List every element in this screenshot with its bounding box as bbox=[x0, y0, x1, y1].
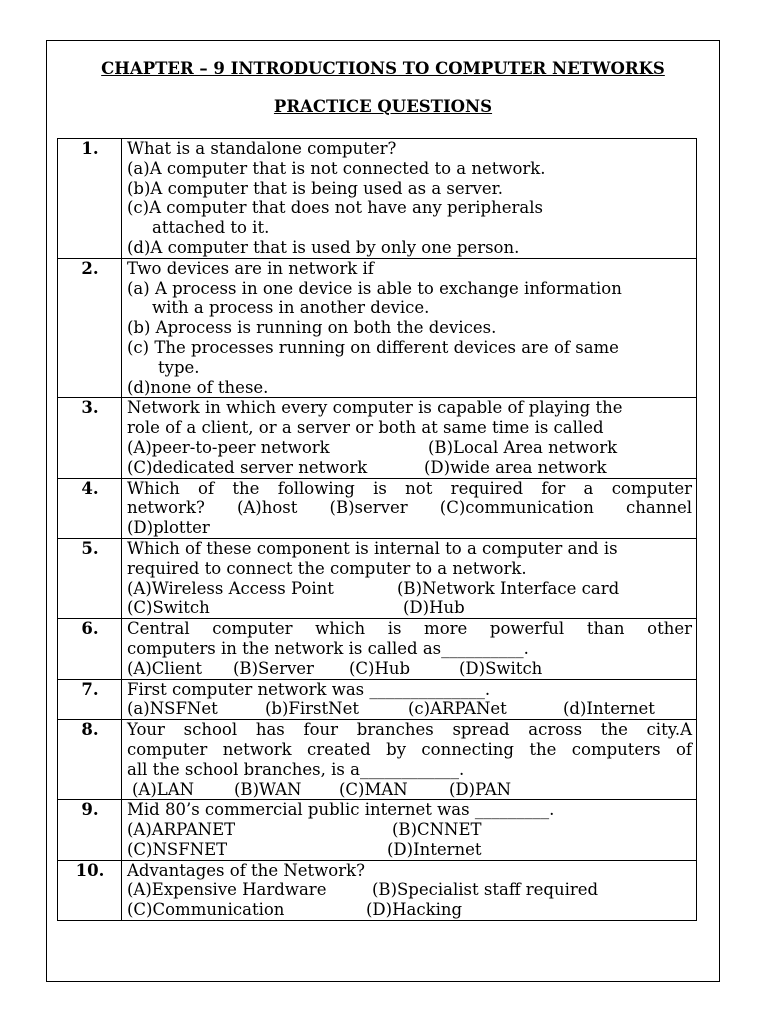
option-c: (c) The processes running on different devices are of same bbox=[127, 337, 619, 357]
question-row bbox=[58, 538, 697, 618]
option-c-continued: type. bbox=[158, 357, 200, 377]
options-row bbox=[127, 458, 692, 478]
option-a: (A)Wireless Access Point bbox=[127, 578, 334, 598]
options-row bbox=[127, 598, 692, 618]
question-number: 6. bbox=[58, 619, 122, 679]
options-row bbox=[127, 699, 692, 719]
question-text: Your school has four branches spread across the city.A bbox=[127, 720, 692, 740]
option-b: (B)WAN bbox=[234, 779, 302, 799]
options-row bbox=[127, 780, 692, 800]
question-body bbox=[122, 258, 697, 398]
option-c-continued: attached to it. bbox=[152, 218, 270, 238]
question-row bbox=[58, 619, 697, 679]
question-text: Which of these component is internal to a computer and is bbox=[127, 538, 618, 558]
chapter-title: CHAPTER – 9 INTRODUCTIONS TO COMPUTER NETWORKS bbox=[101, 59, 665, 78]
question-body bbox=[122, 139, 697, 259]
question-row bbox=[58, 860, 697, 920]
question-text: computer network created by connecting the computers of bbox=[127, 739, 692, 759]
option-a: (A)LAN bbox=[132, 779, 195, 799]
question-number: 9. bbox=[58, 800, 122, 860]
question-row bbox=[58, 139, 697, 259]
option-c: (C)dedicated server network bbox=[127, 457, 368, 477]
question-body bbox=[122, 860, 697, 920]
question-body bbox=[122, 800, 697, 860]
option-b: (B)Specialist staff required bbox=[372, 880, 599, 900]
question-number: 5. bbox=[58, 538, 122, 618]
question-text: What is a standalone computer? bbox=[127, 139, 397, 158]
option-d: (D)Internet bbox=[387, 839, 482, 859]
question-row bbox=[58, 800, 697, 860]
question-number: 1. bbox=[58, 139, 122, 259]
option-c: (C)MAN bbox=[339, 779, 408, 799]
question-text: network? (A)host (B)server (C)communication channel bbox=[127, 498, 692, 518]
question-text: Central computer which is more powerful than other bbox=[127, 619, 692, 639]
option-b: (B)CNNET bbox=[392, 820, 482, 840]
question-text: First computer network was ______________. bbox=[127, 679, 491, 699]
option-b: (b) Aprocess is running on both the devices. bbox=[127, 318, 497, 338]
question-number: 10. bbox=[58, 860, 122, 920]
options-row bbox=[127, 579, 692, 599]
question-text: Two devices are in network if bbox=[127, 258, 374, 278]
question-row bbox=[58, 258, 697, 398]
question-body bbox=[122, 619, 697, 679]
option-a: (a)A computer that is not connected to a network. bbox=[127, 158, 546, 178]
question-text: Mid 80’s commercial public internet was _________. bbox=[127, 800, 555, 820]
question-body bbox=[122, 478, 697, 538]
option-d: (D)Switch bbox=[459, 658, 543, 678]
options-row bbox=[127, 900, 692, 920]
option-a: (A)Expensive Hardware bbox=[127, 880, 327, 900]
question-row bbox=[58, 398, 697, 478]
question-number: 7. bbox=[58, 679, 122, 720]
option-b: (b)FirstNet bbox=[265, 699, 359, 719]
question-text: Which of the following is not required for a computer bbox=[127, 478, 692, 498]
question-text: role of a client, or a server or both at same time is called bbox=[127, 418, 604, 438]
option-d: (D)wide area network bbox=[424, 457, 607, 477]
option-d: (D)PAN bbox=[449, 779, 512, 799]
question-number: 2. bbox=[58, 258, 122, 398]
question-row bbox=[58, 720, 697, 800]
section-title: PRACTICE QUESTIONS bbox=[273, 97, 493, 116]
question-text: (D)plotter bbox=[127, 518, 210, 538]
option-d: (D)Hacking bbox=[366, 900, 463, 920]
option-b: (B)Local Area network bbox=[428, 437, 618, 457]
option-c: (C)Switch bbox=[127, 598, 210, 618]
option-a: (A)ARPANET bbox=[127, 820, 236, 840]
question-body bbox=[122, 720, 697, 800]
option-a: (a) A process in one device is able to exchange information bbox=[127, 278, 622, 298]
question-row bbox=[58, 679, 697, 720]
option-b: (B)Network Interface card bbox=[397, 578, 620, 598]
option-d: (d)A computer that is used by only one person. bbox=[127, 237, 520, 257]
option-a: (A)peer-to-peer network bbox=[127, 437, 330, 457]
option-c: (C)NSFNET bbox=[127, 839, 228, 859]
option-d: (d)none of these. bbox=[127, 377, 269, 397]
option-a: (a)NSFNet bbox=[127, 699, 218, 719]
question-text: all the school branches, is a____________. bbox=[127, 759, 465, 779]
option-b: (B)Server bbox=[233, 658, 314, 678]
option-c: (c)A computer that does not have any peripherals bbox=[127, 198, 543, 218]
option-c: (C)Hub bbox=[349, 658, 411, 678]
question-text: Network in which every computer is capable of playing the bbox=[127, 398, 623, 418]
question-text: required to connect the computer to a network. bbox=[127, 558, 527, 578]
option-a-continued: with a process in another device. bbox=[152, 298, 430, 318]
question-row bbox=[58, 478, 697, 538]
option-d: (D)Hub bbox=[403, 598, 465, 618]
question-body bbox=[122, 538, 697, 618]
question-text: Advantages of the Network? bbox=[127, 860, 365, 880]
options-row bbox=[127, 438, 692, 458]
option-a: (A)Client bbox=[127, 658, 202, 678]
question-body bbox=[122, 679, 697, 720]
options-row bbox=[127, 820, 692, 840]
options-row bbox=[127, 840, 692, 860]
option-b: (b)A computer that is being used as a server. bbox=[127, 178, 503, 198]
questions-table bbox=[57, 138, 697, 921]
option-d: (d)Internet bbox=[563, 699, 655, 719]
question-number: 3. bbox=[58, 398, 122, 478]
question-text: computers in the network is called as__________. bbox=[127, 638, 529, 658]
option-c: (c)ARPANet bbox=[408, 699, 507, 719]
question-number: 8. bbox=[58, 720, 122, 800]
question-number: 4. bbox=[58, 478, 122, 538]
options-row bbox=[127, 659, 692, 679]
question-body bbox=[122, 398, 697, 478]
options-row bbox=[127, 880, 692, 900]
option-c: (C)Communication bbox=[127, 900, 285, 920]
